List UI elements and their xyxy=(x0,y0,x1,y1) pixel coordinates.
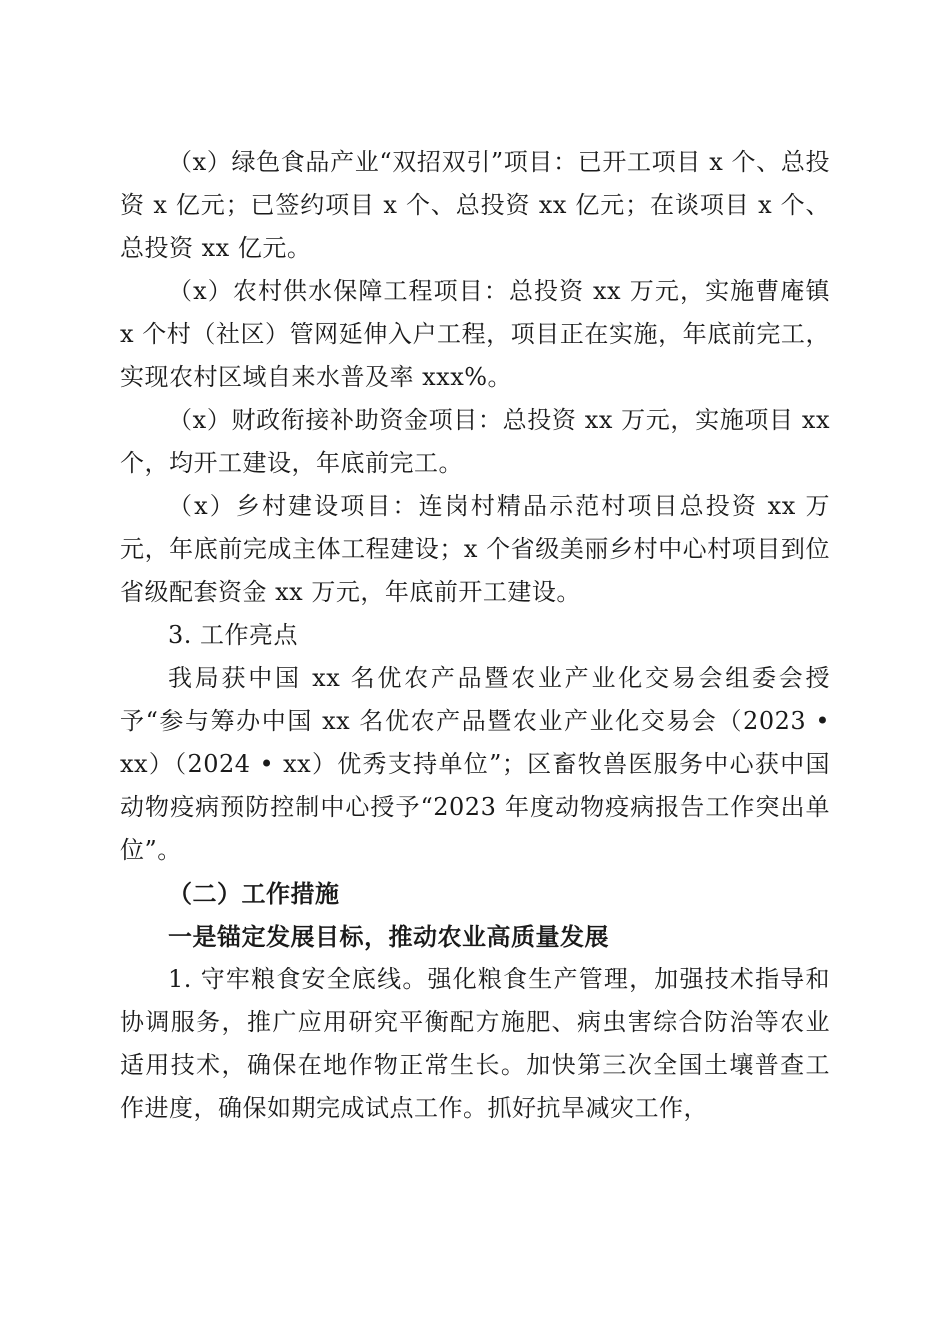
highlights-heading: 3. 工作亮点 xyxy=(168,621,299,649)
subsection-heading: 一是锚定发展目标，推动农业高质量发展 xyxy=(168,922,609,951)
paragraph-rural-construction-projects: （x）乡村建设项目：连岗村精品示范村项目总投资 xx 万元，年底前完成主体工程建设；x 个省级美丽乡村中心村项目到位省级配套资金 xx 万元，年底前开工建设。 xyxy=(120,492,830,606)
measure-paragraph: 1. 守牢粮食安全底线。强化粮食生产管理，加强技术指导和协调服务，推广应用研究平衡配方施肥、病虫害综合防治等农业适用技术，确保在地作物正常生长。加快第三次全国土壤普查工作进度，确保如期完成试点工作。抓好抗旱减灾工作， xyxy=(120,965,830,1122)
paragraph-green-food-projects: （x）绿色食品产业“双招双引”项目：已开工项目 x 个、总投资 x 亿元；已签约项目 x 个、总投资 xx 亿元；在谈项目 x 个、总投资 xx 亿元。 xyxy=(120,148,830,262)
highlights-paragraph: 我局获中国 xx 名优农产品暨农业产业化交易会组委会授予“参与筹办中国 xx 名优农产品暨农业产业化交易会（2023 • xx）（2024 • xx）优秀支持单位”；区畜牧兽医服务中心获中国动物疫病预防控制中心授予“2023 年度动物疫病报告工作突出单位”。 xyxy=(120,664,830,864)
paragraph-rural-water-projects: （x）农村供水保障工程项目：总投资 xx 万元，实施曹庵镇 x 个村（社区）管网延伸入户工程，项目正在实施，年底前完工，实现农村区域自来水普及率 xxx%。 xyxy=(120,277,830,391)
document-body xyxy=(120,141,830,1130)
section-heading: （二）工作措施 xyxy=(168,879,340,908)
paragraph-fiscal-subsidy-projects: （x）财政衔接补助资金项目：总投资 xx 万元，实施项目 xx 个，均开工建设，年底前完工。 xyxy=(120,406,830,477)
